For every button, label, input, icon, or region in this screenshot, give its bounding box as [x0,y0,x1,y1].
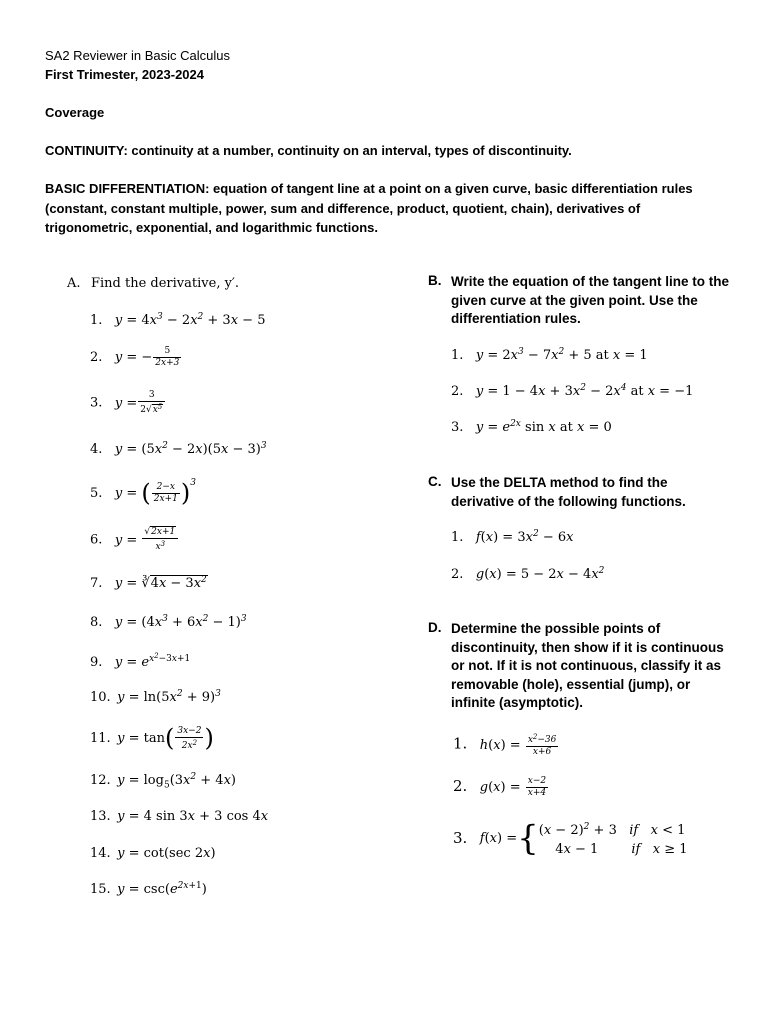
problem-number: 3. [453,828,468,847]
problem-b1: 1. $y = 2x^3 - 7x^2 + 5$ at x = 1 [451,347,648,363]
section-a-letter: A. [67,276,81,291]
problem-number: 6. [90,532,103,548]
problem-b2: 2. $y = 1 - 4x + 3x^2 - 2x^4$ at x = −1 [451,383,694,399]
problem-number: 9. [90,655,103,670]
problem-number: 5. [90,486,103,501]
problem-number: 2. [453,777,468,795]
problem-a4: 4. $y = (5x^2 - 2x)(5x - 3)^3$ [90,441,267,457]
problem-a1: 1. $y = 4x^3 - 2x^2 + 3x - 5$ [90,312,266,328]
problem-number: 12. [90,773,111,788]
problem-number: 2. [90,350,103,365]
coverage-differentiation: BASIC DIFFERENTIATION: equation of tangent line at a point on a given curve, basic differentiation rules (constant, constant multiple, power, sum and difference, product, quotient, chain), derivatives of trigonometric, exponential, and logarithmic functions. [45,181,693,235]
problem-a11: 11. y = tan( $\frac{3x-2}{2x^2}$ ) [90,724,214,752]
coverage-heading: Coverage [45,105,105,120]
problem-a8: 8. $y = (4x^3 + 6x^2 - 1)^3$ [90,614,247,630]
section-b-letter: B. [428,273,442,288]
section-d-letter: D. [428,620,442,635]
problem-number: 1. [451,530,464,545]
problem-a15: 15. $y = \csc(e^{2x+1})$ [90,881,207,897]
coverage-continuity: CONTINUITY: continuity at a number, continuity on an interval, types of discontinuity. [45,143,572,158]
problem-a13: 13. y = 4 sin 3x + 3 cos 4x [90,809,269,824]
problem-a6: 6. y = $\frac{√2x+1}{x^3}$ [90,527,179,553]
problem-number: 2. [451,567,464,582]
problem-number: 7. [90,576,103,591]
problem-number: 8. [90,615,103,630]
problem-a3: 3. y = $\frac{3}{2√x^5}$ [90,390,166,416]
problem-a10: 10. $y = \ln(5x^2 + 9)^3$ [90,689,221,705]
problem-number: 3. [90,395,103,411]
problem-number: 11. [90,731,111,746]
section-c-title: Use the DELTA method to find the derivative of the following functions. [451,475,686,509]
problem-number: 1. [453,734,468,753]
problem-d3: 3. $f(x) =\{(x - 2)^2 + 3$ if x < 1 4x − 1 if x ≥ 1 [453,818,688,859]
problem-a7: 7. y = ∛4x − $3x^2$ [90,575,207,591]
problem-b3: 3. $y = e^{2x}$ sin x at x = 0 [451,419,612,435]
problem-number: 3. [451,420,464,435]
section-c-letter: C. [428,474,442,489]
problem-d2: 2. g(x) = $\frac{x-2}{x+4}$ [453,776,547,798]
document-term: First Trimester, 2023-2024 [45,67,204,82]
problem-number: 2. [451,384,464,399]
problem-number: 14. [90,846,111,861]
problem-a2: 2. y = − $\frac{5}{2x+3}$ [90,346,180,368]
problem-number: 4. [90,442,103,457]
problem-d1: 1. h(x) = $\frac{x^2-36}{x+6}$ [453,733,557,757]
problem-number: 13. [90,809,111,824]
problem-number: 1. [451,348,464,363]
problem-number: 1. [90,313,103,328]
problem-c2: 2. $g(x) = 5 - 2x - 4x^2$ [451,566,605,582]
problem-a5: 5. y = ( $\frac{2-x}{2x+1}$ )$^3$ [90,478,196,507]
section-a-heading [67,274,239,292]
problem-a9: 9. $y = e^{x^2-3x+1}$ [90,652,191,670]
section-a-title: Find the derivative, y′. [90,276,240,291]
problem-number: 10. [90,690,111,705]
problem-number: 15. [90,882,111,897]
section-b-title: Write the equation of the tangent line to the given curve at the given point. Use the differentiation rules. [451,274,729,326]
section-d-title: Determine the possible points of discontinuity, then show if it is continuous or not. If it is not continuous, classify it as removable (hole), essential (jump), or infinite (asymptotic). [451,621,724,710]
document-title: SA2 Reviewer in Basic Calculus [45,48,230,63]
problem-a14: 14. y = cot(sec 2x) [90,846,216,861]
problem-a12: 12. $y = \log_5(3x^2 + 4x)$ [90,772,236,791]
problem-c1: 1. $f(x) = 3x^2 - 6x$ [451,529,574,545]
